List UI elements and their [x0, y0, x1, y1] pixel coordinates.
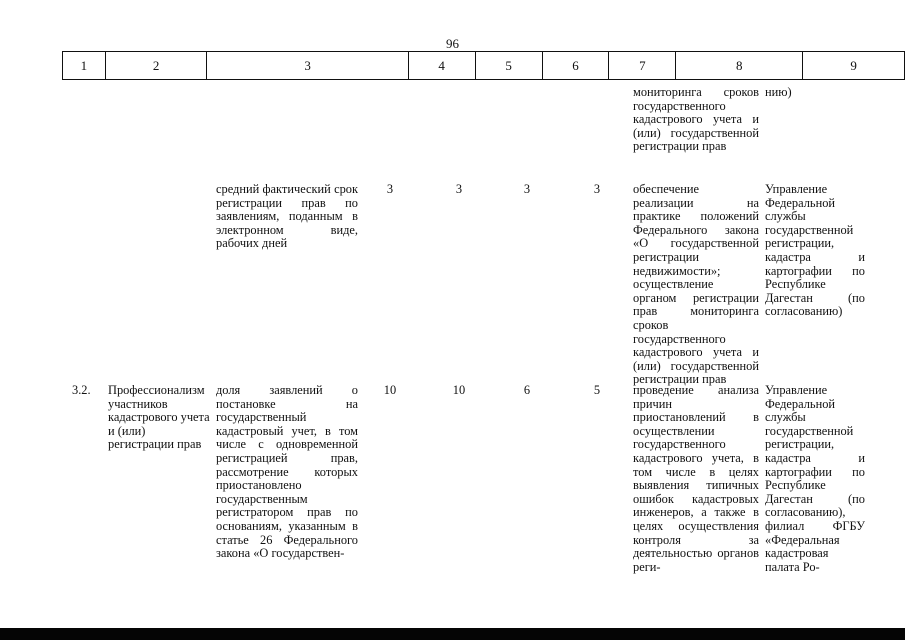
row-2-value-col6: 6: [523, 383, 531, 397]
row-2-value-col7: 5: [593, 383, 601, 397]
row-1-measures: обеспечение реализации на практике положений Федерального закона «О государственной регистрации недвижимости»; осуществление органом регистрации прав мониторинга сроков государственного кадастрового учета и (или) государственной регистрации прав: [633, 182, 759, 387]
row-0-responsible: нию): [765, 85, 792, 99]
row-2-value-col5: 10: [452, 383, 466, 397]
row-2-section: Профессионализм участников кадастрового учета и (или) регистрации прав: [108, 383, 210, 452]
row-2-number: 3.2.: [72, 383, 91, 397]
row-1-value-col4: 3: [386, 182, 394, 196]
column-header-4: 4: [408, 52, 475, 80]
page-number: 96: [446, 36, 459, 51]
column-header-9: 9: [803, 52, 905, 80]
column-header-1: 1: [63, 52, 106, 80]
row-2-measures: проведение анализа причин приостановлений в осуществлении государственного кадастрового учета, в том числе в целях выявления типичных ошибок кадастровых инженеров, а также в целях осуществления контроля за деятельностью органов реги-: [633, 383, 759, 574]
column-header-5: 5: [475, 52, 542, 80]
column-header-7: 7: [609, 52, 676, 80]
row-1-responsible: Управление Федеральной службы государственной регистрации, кадастра и картографии по Республике Дагестан (по согласованию): [765, 182, 865, 319]
row-1-value-col5: 3: [455, 182, 463, 196]
row-1-value-col7: 3: [593, 182, 601, 196]
column-header-8: 8: [676, 52, 803, 80]
row-2-value-col4: 10: [383, 383, 397, 397]
column-header-3: 3: [207, 52, 408, 80]
row-0-measures: мониторинга сроков государственного кадастрового учета и (или) государственной регистрации прав: [633, 85, 759, 154]
scan-border: [0, 628, 905, 640]
column-header-6: 6: [542, 52, 609, 80]
row-1-indicator: средний фактический срок регистрации прав по заявлениям, поданным в электронном виде, рабочих дней: [216, 182, 358, 251]
row-2-responsible: Управление Федеральной службы государственной регистрации, кадастра и картографии по Республике Дагестан (по согласованию), филиал ФГБУ «Федеральная кадастровая палата Ро-: [765, 383, 865, 574]
row-1-value-col6: 3: [523, 182, 531, 196]
column-header-2: 2: [105, 52, 207, 80]
column-header-row: [62, 51, 905, 80]
row-2-indicator: доля заявлений о постановке на государственный кадастровый учет, в том числе с одновременной регистрацией прав, рассмотрение которых приостановлено государственным регистратором прав по основаниям, указанным в статье 26 Федерального закона «О государствен-: [216, 383, 358, 561]
